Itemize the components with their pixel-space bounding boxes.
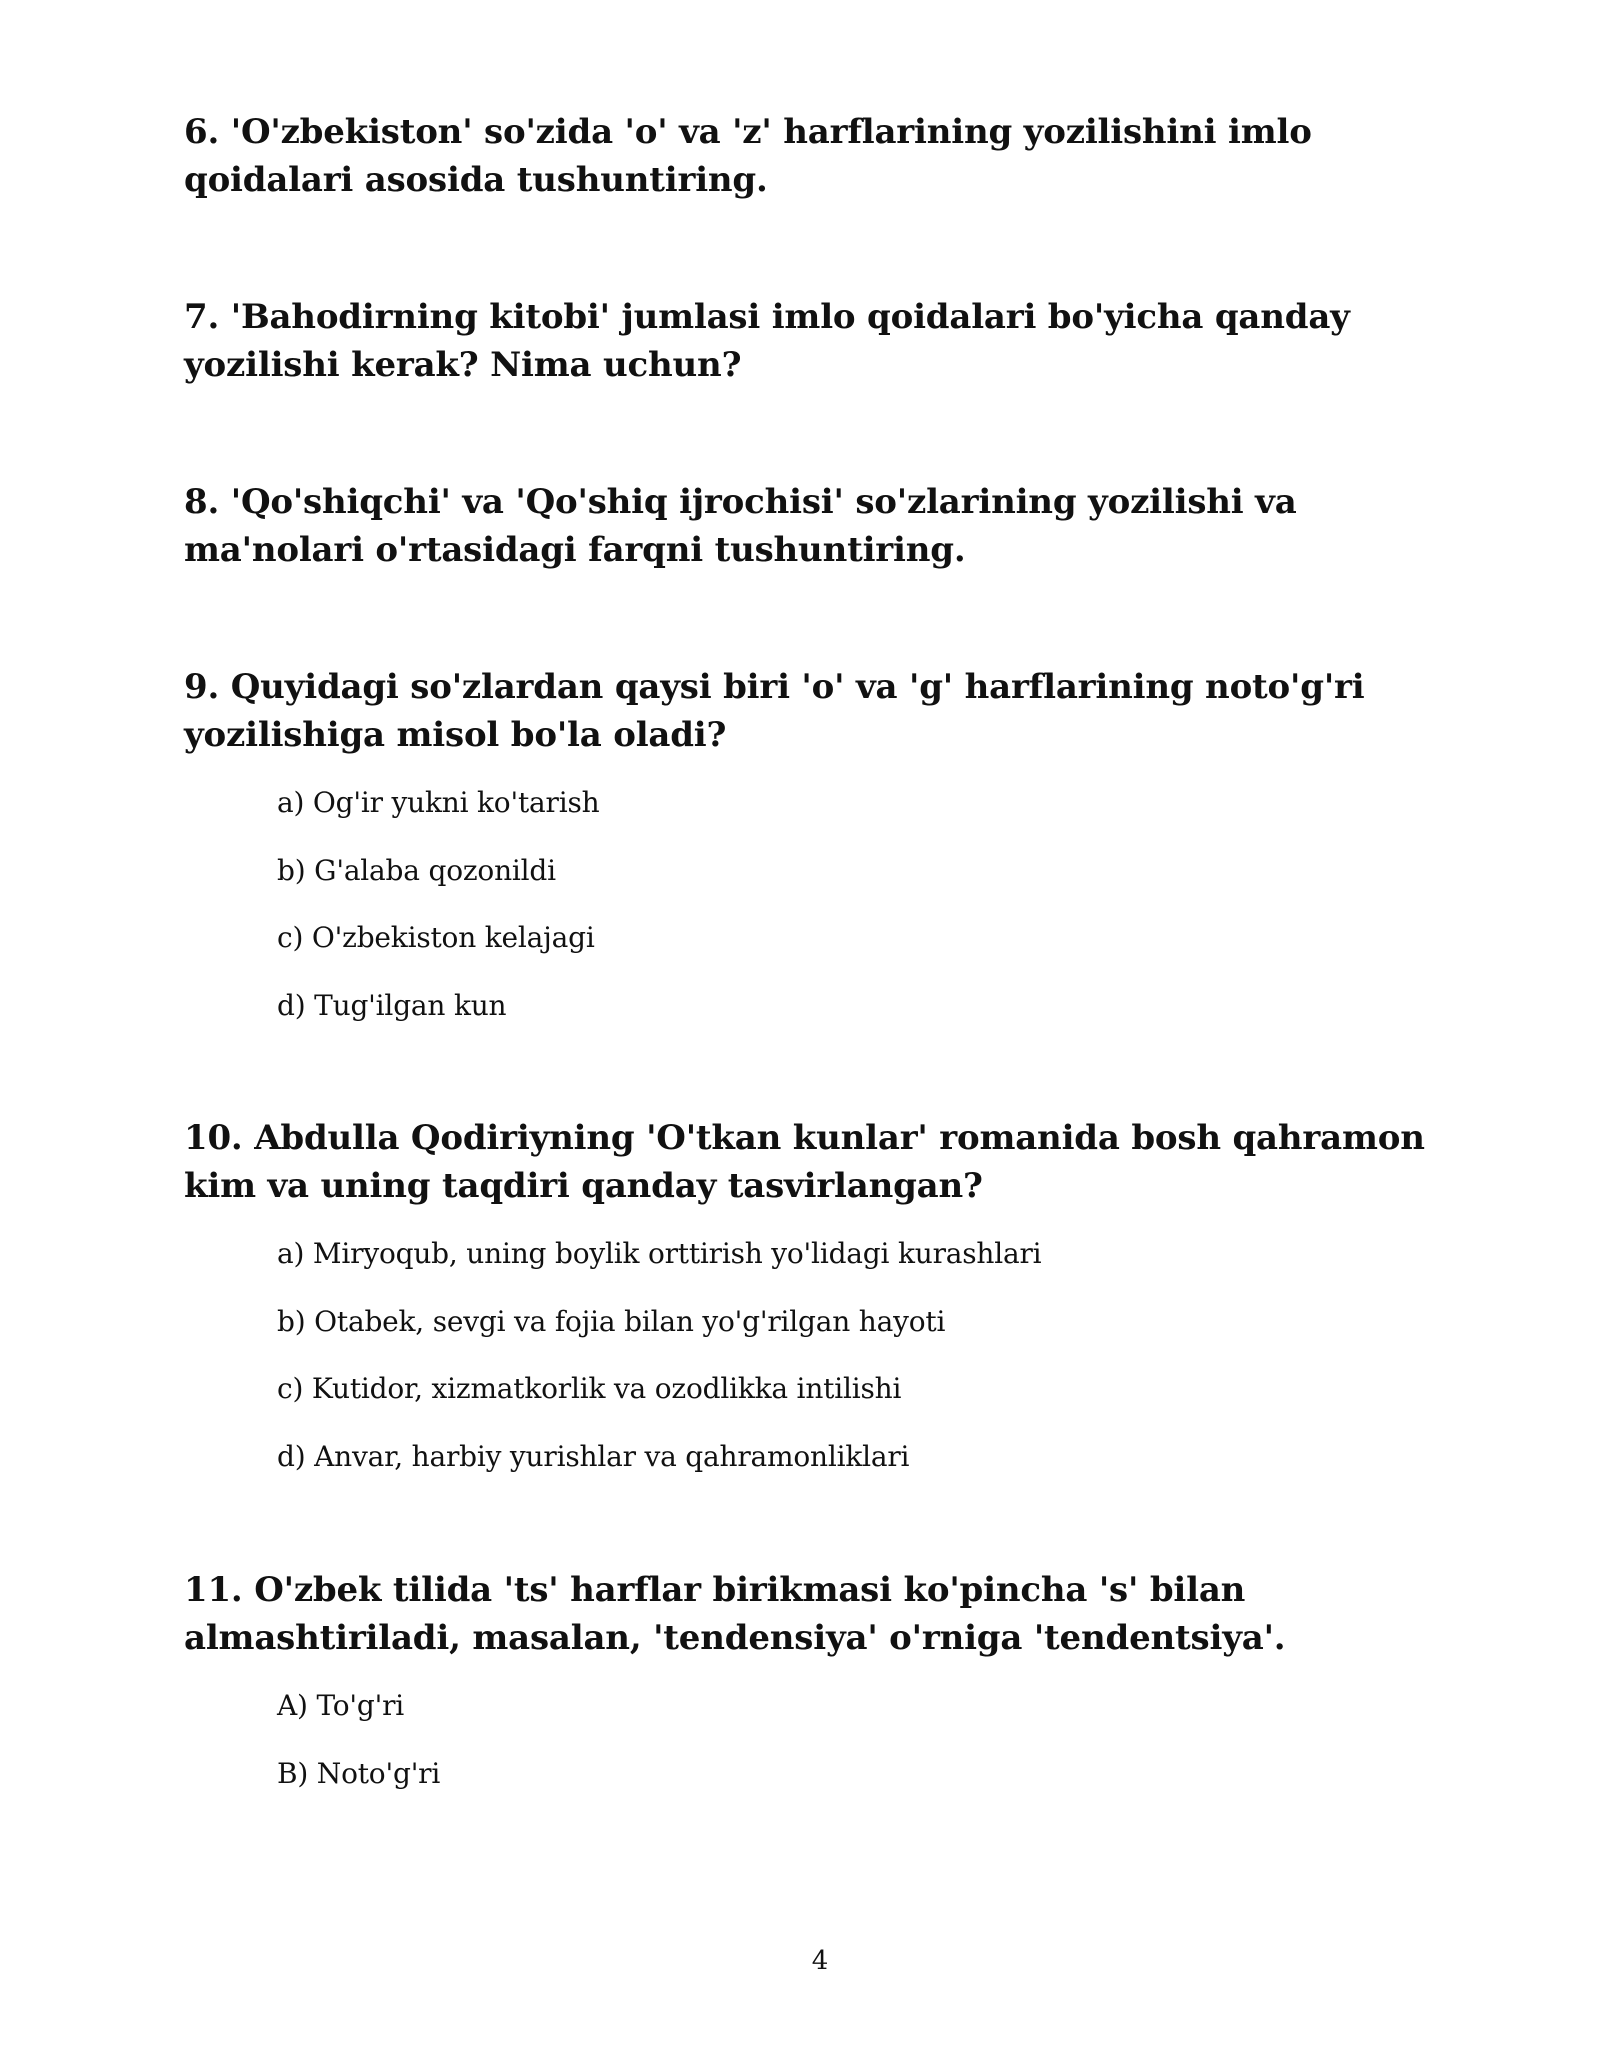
question-6	[184, 108, 1444, 204]
answer-option-a: a) Miryoqub, uning boylik orttirish yo'lidagi kurashlari	[277, 1237, 1042, 1270]
answer-option-a: A) To'g'ri	[277, 1689, 405, 1722]
answer-option-b: b) Otabek, sevgi va fojia bilan yo'g'rilgan hayoti	[277, 1304, 946, 1338]
answer-option-c: c) O'zbekiston kelajagi	[277, 921, 595, 954]
answer-option-a: a) Og'ir yukni ko'tarish	[277, 786, 600, 819]
question-text: 9. Quyidagi so'zlardan qaysi biri 'o' va 'g' harflarining noto'g'ri yozilishiga misol bo'la oladi?	[184, 667, 1365, 755]
answer-option-d: d) Anvar, harbiy yurishlar va qahramonliklari	[277, 1439, 910, 1473]
question-9	[184, 663, 1444, 1055]
answer-options	[184, 1236, 1444, 1506]
question-text: 10. Abdulla Qodiriyning 'O'tkan kunlar' romanida bosh qahramon kim va uning taqdiri qanday tasvirlangan?	[184, 1118, 1425, 1206]
answer-option-b: B) Noto'g'ri	[277, 1756, 441, 1790]
question-8	[184, 478, 1444, 574]
page-number: 4	[811, 1946, 829, 1976]
answer-options	[184, 785, 1444, 1055]
question-text: 7. 'Bahodirning kitobi' jumlasi imlo qoidalari bo'yicha qanday yozilishi kerak? Nima uchun?	[184, 297, 1350, 385]
question-10	[184, 1114, 1444, 1506]
answer-option-c: c) Kutidor, xizmatkorlik va ozodlikka intilishi	[277, 1372, 902, 1405]
question-text: 8. 'Qo'shiqchi' va 'Qo'shiq ijrochisi' so'zlarining yozilishi va ma'nolari o'rtasidagi farqni tushuntiring.	[184, 482, 1297, 570]
answer-options	[184, 1688, 1444, 1823]
question-text: 6. 'O'zbekiston' so'zida 'o' va 'z' harflarining yozilishini imlo qoidalari asosida tushuntiring.	[184, 112, 1312, 200]
answer-option-d: d) Tug'ilgan kun	[277, 988, 507, 1022]
question-7	[184, 293, 1444, 389]
question-text: 11. O'zbek tilida 'ts' harflar birikmasi ko'pincha 's' bilan almashtiriladi, masalan, 'tendensiya' o'rniga 'tendentsiya'.	[184, 1570, 1286, 1658]
question-11	[184, 1566, 1444, 1823]
answer-option-b: b) G'alaba qozonildi	[277, 853, 556, 887]
